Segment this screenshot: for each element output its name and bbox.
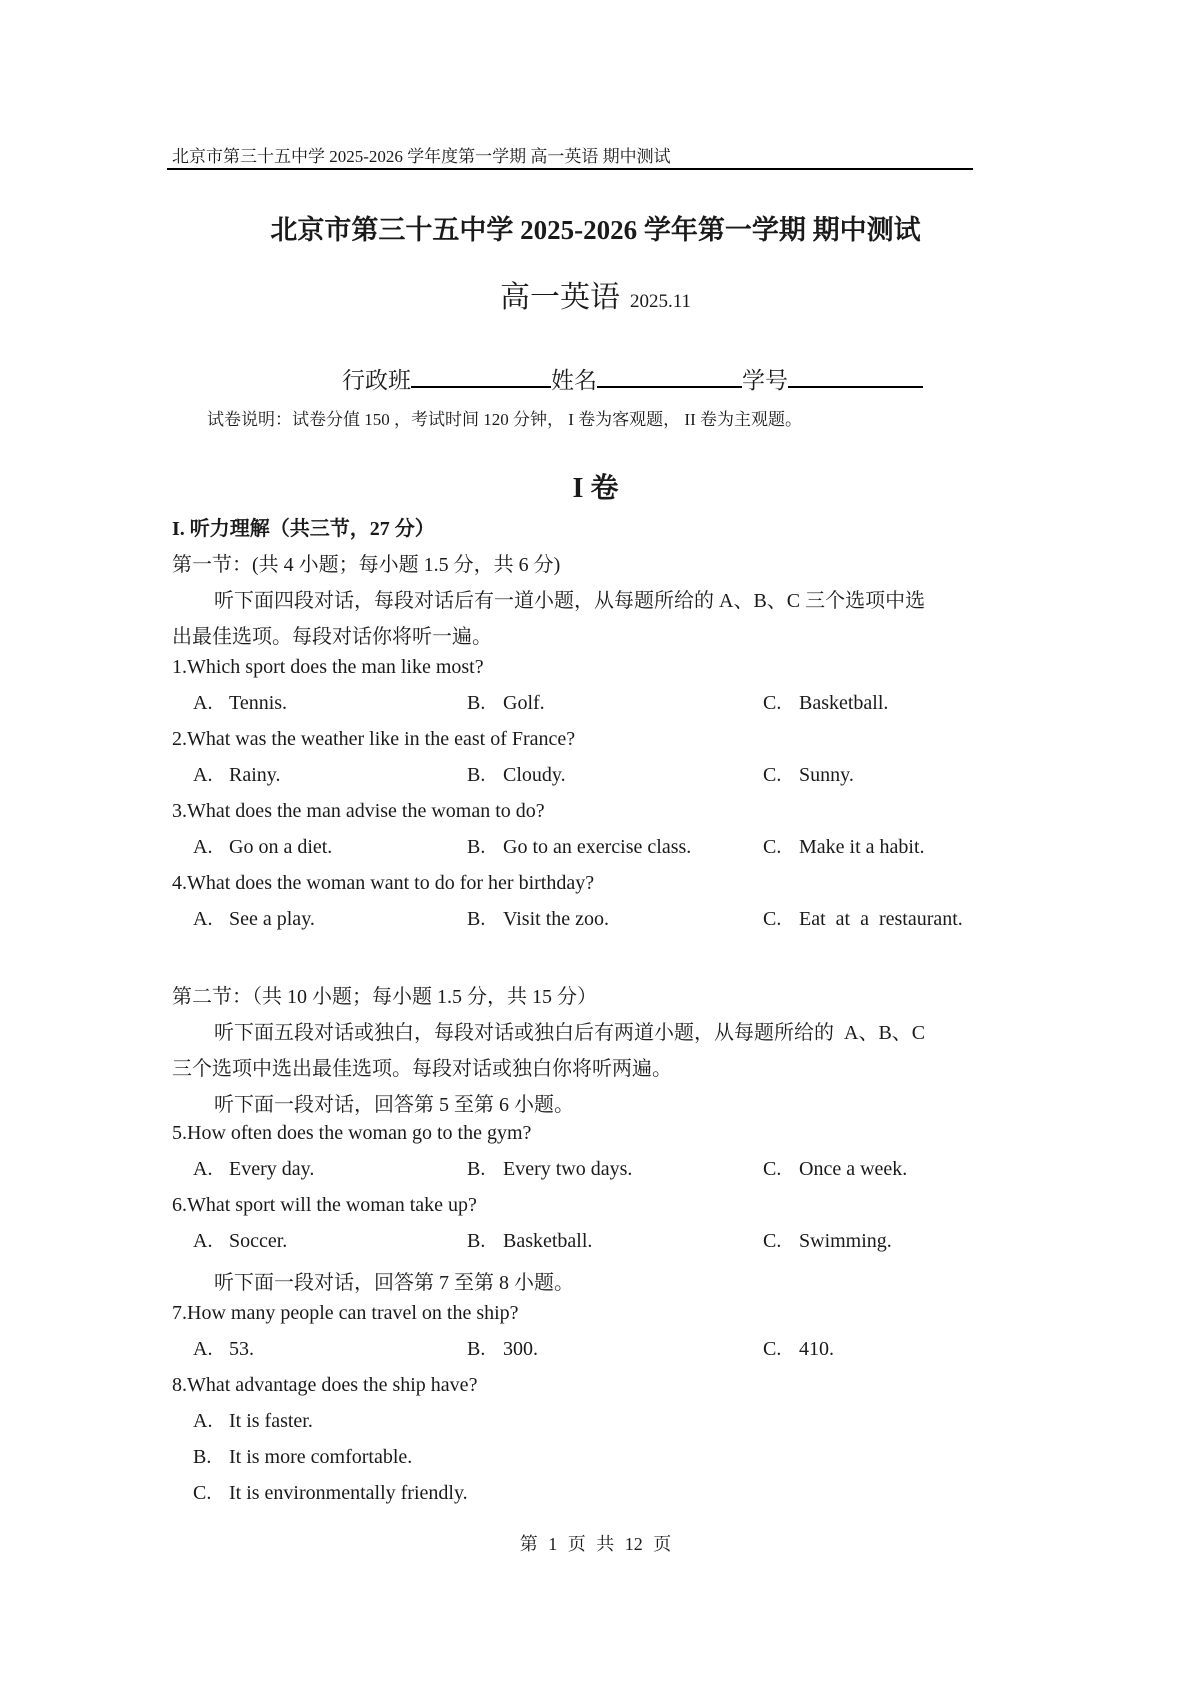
section2-heading: 第二节：（共 10 小题；每小题 1.5 分，共 15 分）: [172, 986, 597, 1008]
section1-directions-line1: 听下面四段对话，每段对话后有一道小题，从每题所给的 A、B、C 三个选项中选: [214, 590, 926, 612]
option-a[interactable]: A. It is faster.: [193, 1410, 313, 1432]
subject-label: 高一英语: [499, 281, 620, 314]
option-b[interactable]: B. Cloudy.: [467, 764, 566, 786]
volume-title: I 卷: [572, 473, 619, 504]
name-blank[interactable]: [597, 364, 742, 388]
running-header: 北京市第三十五中学 2025-2026 学年度第一学期 高一英语 期中测试: [172, 147, 671, 166]
header-rule: [167, 168, 973, 170]
option-c[interactable]: C. Eat at a restaurant.: [763, 908, 963, 930]
question-stem: 6.What sport will the woman take up?: [172, 1194, 477, 1216]
option-b[interactable]: B. It is more comfortable.: [193, 1446, 413, 1468]
class-label: 行政班: [342, 368, 411, 393]
option-a[interactable]: A. Soccer.: [193, 1230, 288, 1252]
exam-instructions: 试卷说明：试卷分值 150 ，考试时间 120 分钟， I 卷为客观题， II 卷为主观题。: [207, 410, 802, 429]
question-stem: 3.What does the man advise the woman to do?: [172, 800, 545, 822]
option-a[interactable]: A. 53.: [193, 1338, 254, 1360]
page-footer: 第 1 页 共 12 页: [519, 1534, 672, 1554]
question-stem: 5.How often does the woman go to the gym?: [172, 1122, 532, 1144]
option-b[interactable]: B. Go to an exercise class.: [467, 836, 692, 858]
question-stem: 1.Which sport does the man like most?: [172, 656, 484, 678]
section1-directions-line2: 出最佳选项。每段对话你将听一遍。: [172, 626, 492, 648]
section1-heading: 第一节：(共 4 小题；每小题 1.5 分，共 6 分): [172, 554, 561, 576]
option-b[interactable]: B. 300.: [467, 1338, 538, 1360]
question-stem: 4.What does the woman want to do for her birthday?: [172, 872, 595, 894]
option-b[interactable]: B. Golf.: [467, 692, 545, 714]
class-blank[interactable]: [411, 364, 551, 388]
option-b[interactable]: B. Basketball.: [467, 1230, 593, 1252]
student-info-fields: [342, 362, 923, 395]
option-a[interactable]: A. See a play.: [193, 908, 315, 930]
option-c[interactable]: C. 410.: [763, 1338, 834, 1360]
option-c[interactable]: C. Basketball.: [763, 692, 889, 714]
option-c[interactable]: C. It is environmentally friendly.: [193, 1482, 468, 1504]
question-stem: 2.What was the weather like in the east of France?: [172, 728, 576, 750]
name-label: 姓名: [551, 368, 597, 393]
question-stem: 8.What advantage does the ship have?: [172, 1374, 478, 1396]
option-b[interactable]: B. Visit the zoo.: [467, 908, 610, 930]
exam-title: 北京市第三十五中学 2025-2026 学年第一学期 期中测试: [270, 215, 921, 245]
section2-directions-line1: 听下面五段对话或独白，每段对话或独白后有两道小题，从每题所给的 A、B、C: [214, 1022, 926, 1044]
exam-subtitle: [0, 272, 1191, 316]
option-c[interactable]: C. Sunny.: [763, 764, 854, 786]
question-stem: 7.How many people can travel on the ship?: [172, 1302, 519, 1324]
option-c[interactable]: C. Once a week.: [763, 1158, 908, 1180]
student-id-label: 学号: [742, 368, 788, 393]
option-a[interactable]: A. Go on a diet.: [193, 836, 333, 858]
section2-sub-directions-1: 听下面一段对话，回答第 5 至第 6 小题。: [214, 1094, 574, 1116]
exam-date: 2025.11: [629, 291, 692, 312]
option-b[interactable]: B. Every two days.: [467, 1158, 633, 1180]
option-a[interactable]: A. Rainy.: [193, 764, 281, 786]
option-c[interactable]: C. Make it a habit.: [763, 836, 925, 858]
section2-sub-directions-2: 听下面一段对话，回答第 7 至第 8 小题。: [214, 1272, 574, 1294]
option-c[interactable]: C. Swimming.: [763, 1230, 892, 1252]
section2-directions-line2: 三个选项中选出最佳选项。每段对话或独白你将听两遍。: [172, 1058, 672, 1080]
option-a[interactable]: A. Tennis.: [193, 692, 288, 714]
part1-title: I. 听力理解（共三节，27 分）: [172, 518, 435, 540]
option-a[interactable]: A. Every day.: [193, 1158, 315, 1180]
student-id-blank[interactable]: [788, 364, 923, 388]
